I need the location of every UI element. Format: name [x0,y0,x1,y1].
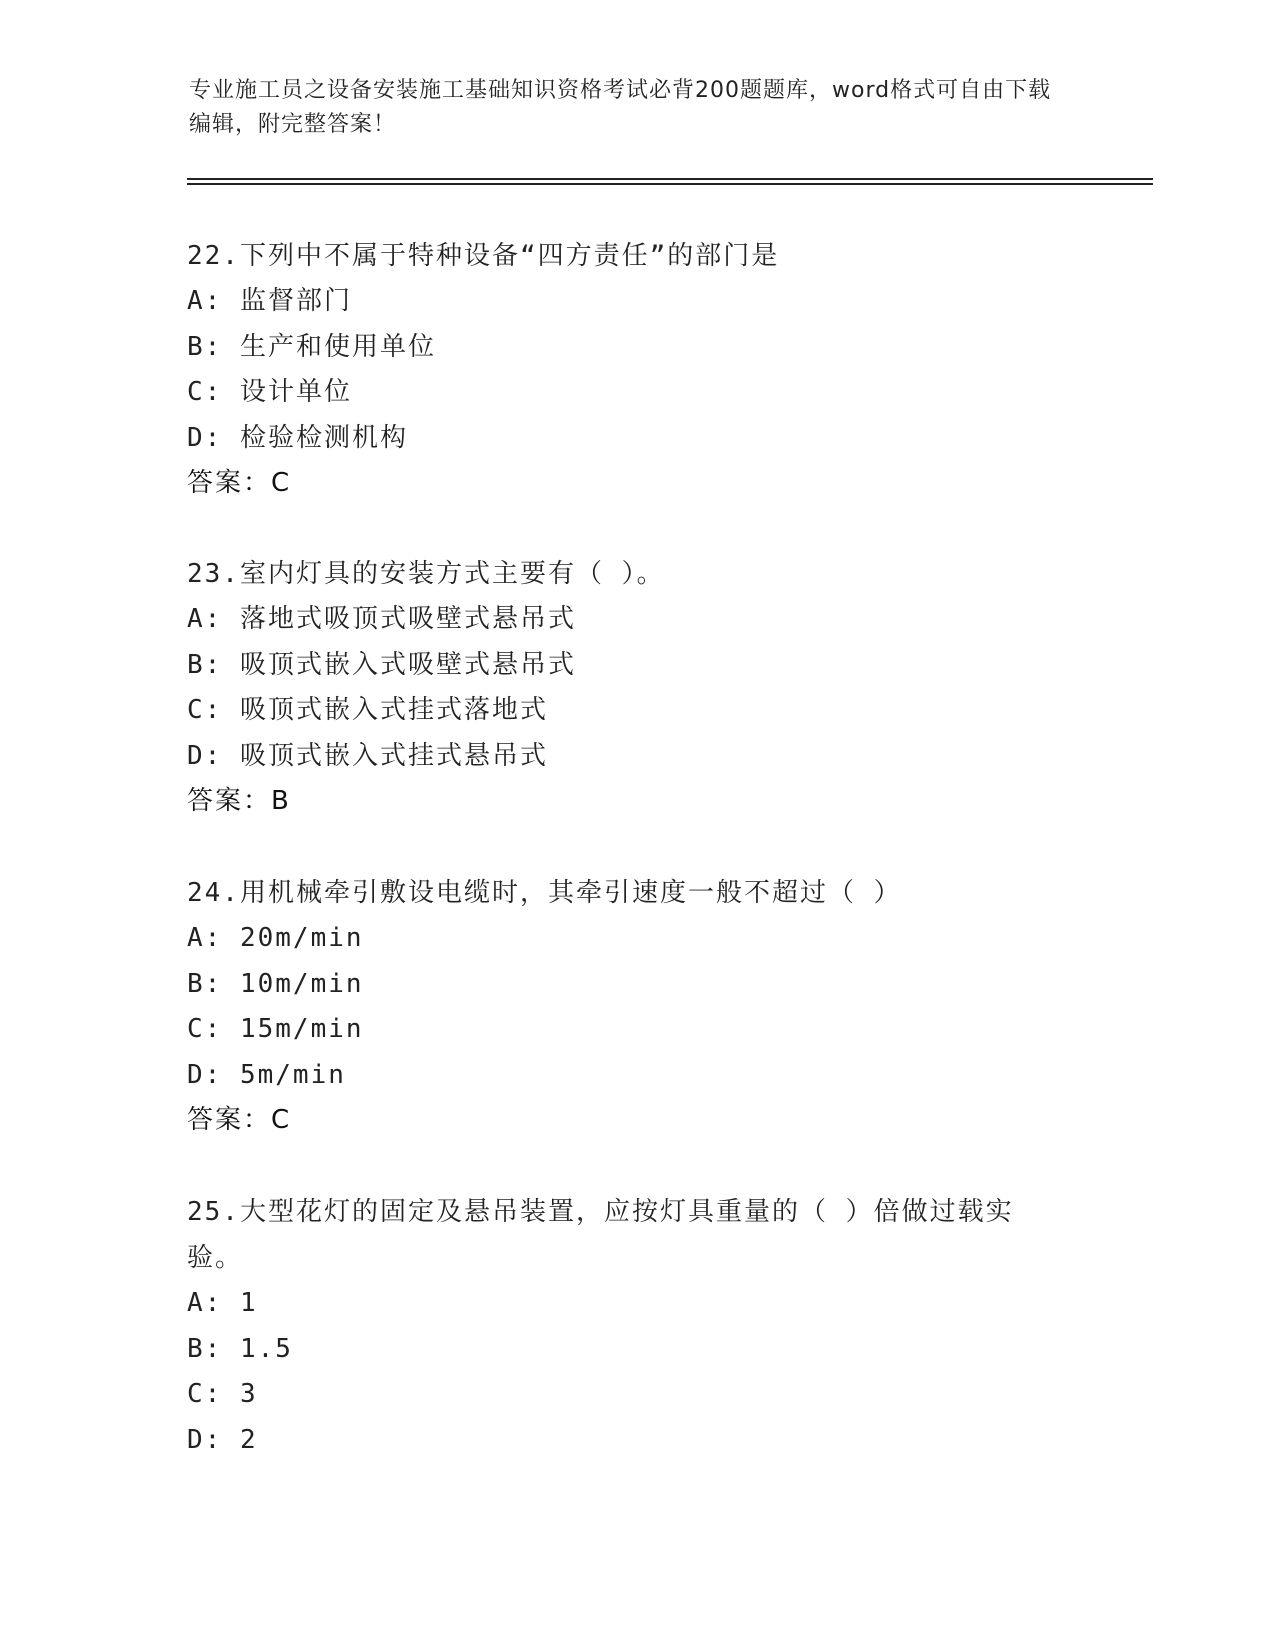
option-c: C: 15m/min [187,1014,364,1044]
option-b: B: 生产和使用单位 [187,331,436,362]
header-divider-bottom [187,183,1153,185]
answer: 答案：C [187,1105,292,1135]
question-23 [187,551,1087,825]
option-a: A: 落地式吸顶式吸壁式悬吊式 [187,604,576,634]
option-d: D: 检验检测机构 [187,422,408,453]
option-d: D: 5m/min [187,1059,346,1090]
question-title: 22.下列中不属于特种设备“四方责任”的部门是 [187,241,780,271]
question-25 [187,1189,1087,1463]
option-a: A: 20m/min [187,923,364,953]
document-header-text: 专业施工员之设备安装施工基础知识资格考试必背200题题库，word格式可自由下载编辑，附完整答案！ [189,78,1052,137]
header-divider-top [187,178,1153,180]
option-c: C: 设计单位 [187,377,352,407]
question-title: 24.用机械牵引敷设电缆时，其牵引速度一般不超过（ ） [187,878,902,908]
option-d: D: 2 [187,1424,258,1455]
question-title: 25.大型花灯的固定及悬吊装置，应按灯具重量的（ ）倍做过载实验。 [187,1197,1014,1273]
question-22 [187,233,1087,507]
option-c: C: 吸顶式嵌入式挂式落地式 [187,695,548,725]
option-a: A: 监督部门 [187,286,352,316]
answer: 答案：C [187,468,292,498]
option-b: B: 1.5 [187,1333,293,1364]
option-b: B: 10m/min [187,968,364,999]
question-24 [187,870,1087,1144]
answer: 答案：B [187,786,291,816]
option-d: D: 吸顶式嵌入式挂式悬吊式 [187,740,548,771]
option-b: B: 吸顶式嵌入式吸壁式悬吊式 [187,649,576,680]
question-title: 23.室内灯具的安装方式主要有（ ）。 [187,559,665,589]
option-a: A: 1 [187,1288,258,1318]
option-c: C: 3 [187,1379,258,1409]
